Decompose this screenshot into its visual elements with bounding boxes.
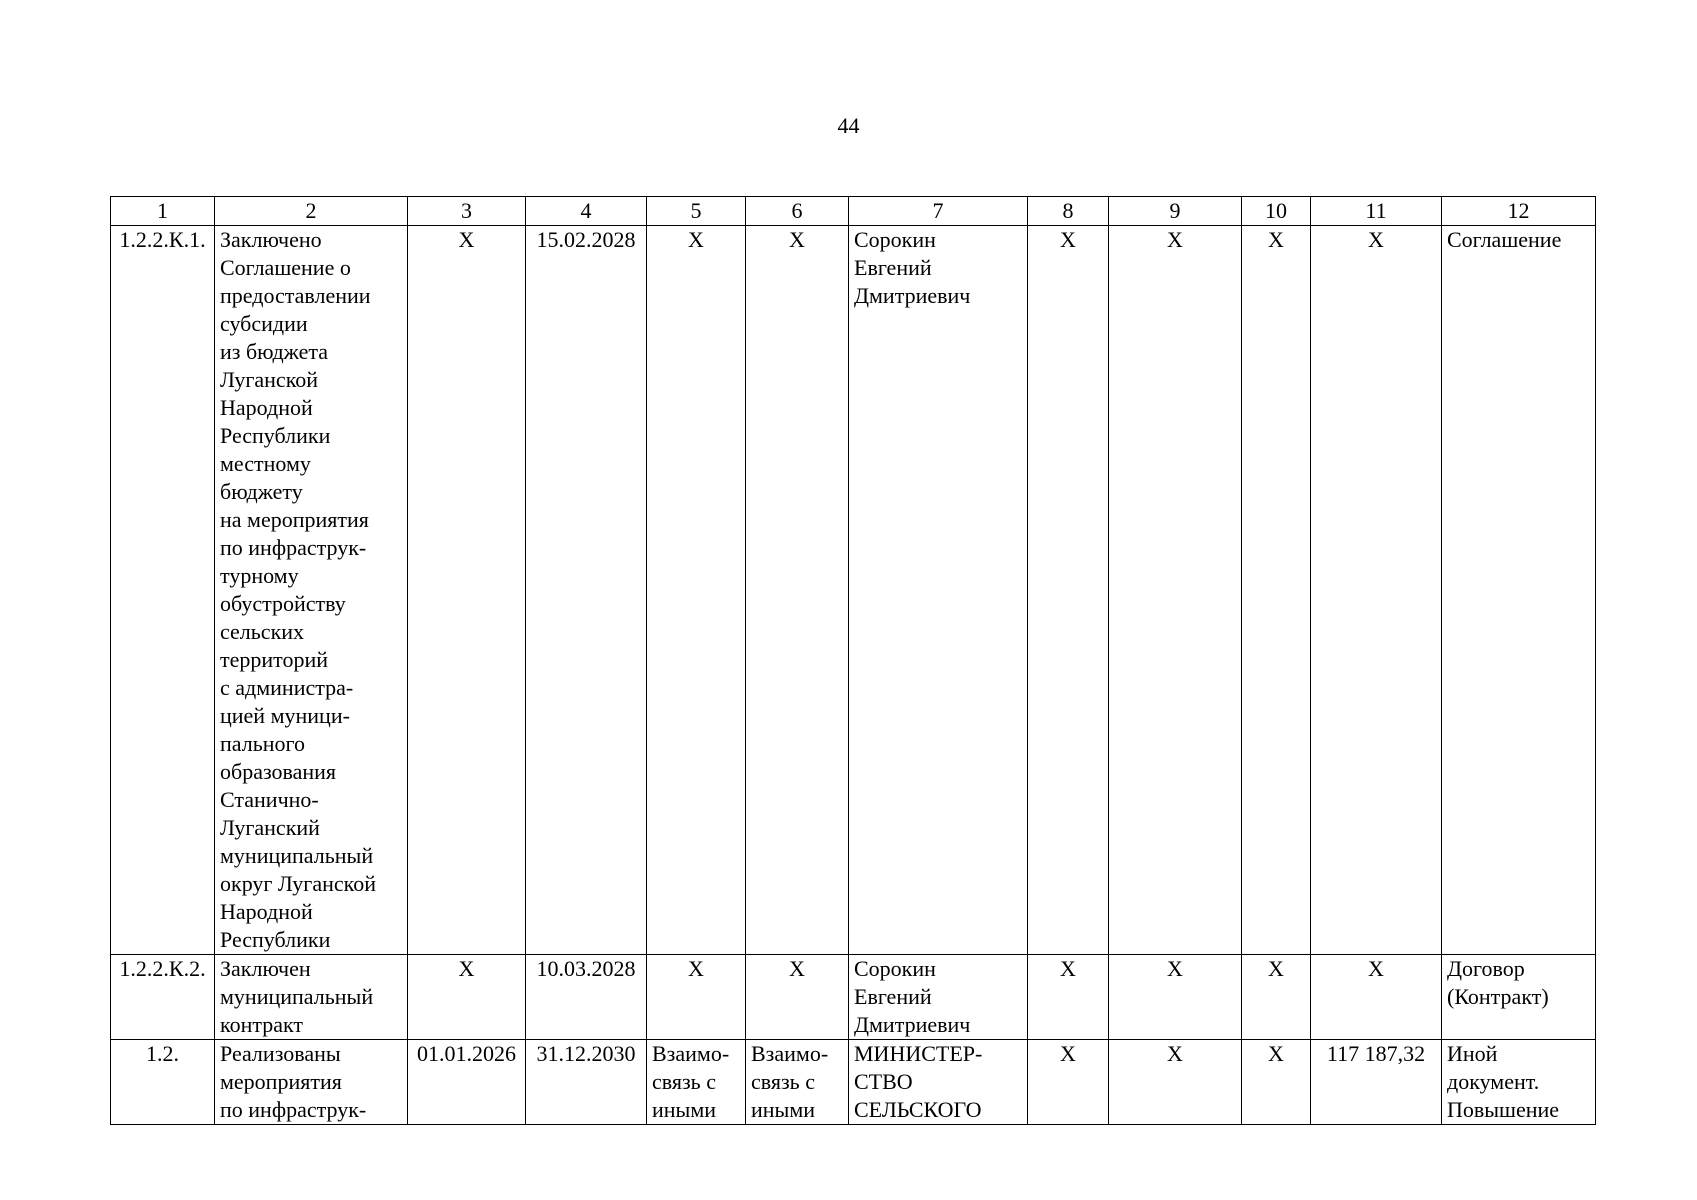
row-description: Реализованы мероприятия по инфраструк- [215,1040,408,1125]
row-number: 1.2.2.К.1. [111,226,215,955]
column-header: 8 [1028,197,1109,226]
cell-col10: X [1242,1040,1311,1125]
cell-col11: 117 187,32 [1311,1040,1442,1125]
row-number: 1.2. [111,1040,215,1125]
column-header: 6 [746,197,849,226]
column-header: 7 [849,197,1028,226]
table-row [111,1040,1596,1125]
cell-col6: X [746,955,849,1040]
table-row [111,226,1596,955]
cell-col3: X [408,955,526,1040]
cell-col5: X [647,955,746,1040]
column-header: 5 [647,197,746,226]
cell-responsible: Сорокин Евгений Дмитриевич [849,955,1028,1040]
cell-document: Иной документ. Повышение [1442,1040,1596,1125]
column-header: 1 [111,197,215,226]
cell-document: Соглашение [1442,226,1596,955]
cell-col9: X [1109,226,1242,955]
page-number: 44 [837,113,860,138]
cell-col3: X [408,226,526,955]
cell-col5: X [647,226,746,955]
cell-col5: Взаимо- связь с иными [647,1040,746,1125]
table-header-row [111,197,1596,226]
cell-responsible: МИНИСТЕР- СТВО СЕЛЬСКОГО [849,1040,1028,1125]
cell-col9: X [1109,1040,1242,1125]
cell-col6: X [746,226,849,955]
cell-col11: X [1311,226,1442,955]
cell-col3: 01.01.2026 [408,1040,526,1125]
cell-col9: X [1109,955,1242,1040]
cell-col4: 31.12.2030 [526,1040,647,1125]
cell-col10: X [1242,226,1311,955]
cell-col8: X [1028,226,1109,955]
column-header: 3 [408,197,526,226]
row-description: Заключено Соглашение о предоставлении субсидии из бюджета Луганской Народной Республики местному бюджету на мероприятия по инфраструк- турному обустройству сельских территорий с администра- цией муници- пального образования Станично- Луганский муниципальный округ Луганской Народной Республики [215,226,408,955]
cell-document: Договор (Контракт) [1442,955,1596,1040]
column-header: 10 [1242,197,1311,226]
column-header: 4 [526,197,647,226]
column-header: 2 [215,197,408,226]
cell-col4: 10.03.2028 [526,955,647,1040]
column-header: 9 [1109,197,1242,226]
row-description: Заключен муниципальный контракт [215,955,408,1040]
cell-col6: Взаимо- связь с иными [746,1040,849,1125]
row-number: 1.2.2.К.2. [111,955,215,1040]
cell-col8: X [1028,955,1109,1040]
plan-table [110,196,1596,1125]
cell-col10: X [1242,955,1311,1040]
column-header: 12 [1442,197,1596,226]
cell-col11: X [1311,955,1442,1040]
cell-col8: X [1028,1040,1109,1125]
column-header: 11 [1311,197,1442,226]
cell-responsible: Сорокин Евгений Дмитриевич [849,226,1028,955]
cell-col4: 15.02.2028 [526,226,647,955]
table-row [111,955,1596,1040]
